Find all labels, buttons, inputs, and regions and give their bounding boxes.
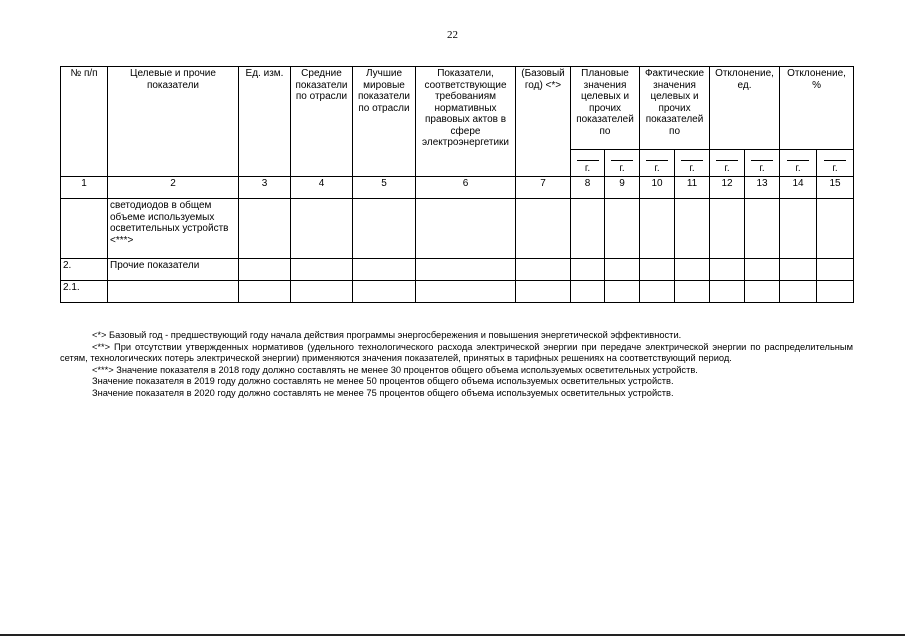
col-number: 2 xyxy=(108,177,239,199)
column-number-row xyxy=(61,177,854,199)
header-planned: Плановые значения целевых и прочих показателей по xyxy=(571,67,640,150)
table-row xyxy=(61,259,854,281)
year-cell: г. xyxy=(817,150,854,177)
footnote-norms: <**> При отсутствии утвержденных нормативов (удельного технологического расхода электрической энергии при передаче электрической энергии по распределительным сетям, технологических потерь электрической энергии) применяются значения показателей, принятых в тарифных решениях на соответствующий период. xyxy=(60,341,853,364)
page-number: 22 xyxy=(447,29,458,41)
header-actual: Фактические значения целевых и прочих показателей по xyxy=(640,67,710,150)
indicators-table xyxy=(60,66,854,303)
year-cell: г. xyxy=(640,150,675,177)
row-number-cell: 2. xyxy=(61,259,108,281)
header-industry-average: Средние показатели по отрасли xyxy=(291,67,353,177)
col-number: 14 xyxy=(780,177,817,199)
col-number: 10 xyxy=(640,177,675,199)
col-number: 1 xyxy=(61,177,108,199)
table-row xyxy=(61,281,854,303)
header-regulatory: Показатели, соответствующие требованиям нормативных правовых актов в сфере электроэнергетики xyxy=(416,67,516,177)
row-indicator-cell xyxy=(108,281,239,303)
header-base-year: (Базовый год) <*> xyxy=(516,67,571,177)
footnote-base-year: <*> Базовый год - предшествующий году начала действия программы энергосбережения и повышения энергетической эффективности. xyxy=(92,330,682,340)
header-deviation-units: Отклонение, ед. xyxy=(710,67,780,150)
footnote-2018: <***> Значение показателя в 2018 году должно составлять не менее 30 процентов общего объема используемых осветительных устройств. xyxy=(92,364,698,375)
year-cell: г. xyxy=(571,150,605,177)
header-number: № п/п xyxy=(61,67,108,177)
year-cell: г. xyxy=(605,150,640,177)
col-number: 15 xyxy=(817,177,854,199)
footnote-2020: Значение показателя в 2020 году должно составлять не менее 75 процентов общего объема используемых осветительных устройств. xyxy=(92,387,674,398)
col-number: 6 xyxy=(416,177,516,199)
col-number: 7 xyxy=(516,177,571,199)
header-deviation-percent: Отклонение, % xyxy=(780,67,854,150)
col-number: 12 xyxy=(710,177,745,199)
year-cell: г. xyxy=(780,150,817,177)
table-row xyxy=(61,199,854,259)
footnote-2019: Значение показателя в 2019 году должно составлять не менее 50 процентов общего объема используемых осветительных устройств. xyxy=(92,376,674,387)
year-cell: г. xyxy=(710,150,745,177)
footnotes xyxy=(60,330,853,400)
row-number-cell xyxy=(61,199,108,259)
col-number: 8 xyxy=(571,177,605,199)
row-indicator-cell: светодиодов в общем объеме используемых осветительных устройств <***> xyxy=(108,199,239,259)
header-world-best: Лучшие мировые показатели по отрасли xyxy=(353,67,416,177)
year-cell: г. xyxy=(745,150,780,177)
col-number: 3 xyxy=(239,177,291,199)
col-number: 9 xyxy=(605,177,640,199)
page-bottom-border xyxy=(0,634,905,636)
col-number: 5 xyxy=(353,177,416,199)
col-number: 13 xyxy=(745,177,780,199)
header-unit: Ед. изм. xyxy=(239,67,291,177)
col-number: 4 xyxy=(291,177,353,199)
header-indicators: Целевые и прочие показатели xyxy=(108,67,239,177)
col-number: 11 xyxy=(675,177,710,199)
year-cell: г. xyxy=(675,150,710,177)
row-number-cell: 2.1. xyxy=(61,281,108,303)
header-row xyxy=(61,67,854,150)
row-indicator-cell: Прочие показатели xyxy=(108,259,239,281)
